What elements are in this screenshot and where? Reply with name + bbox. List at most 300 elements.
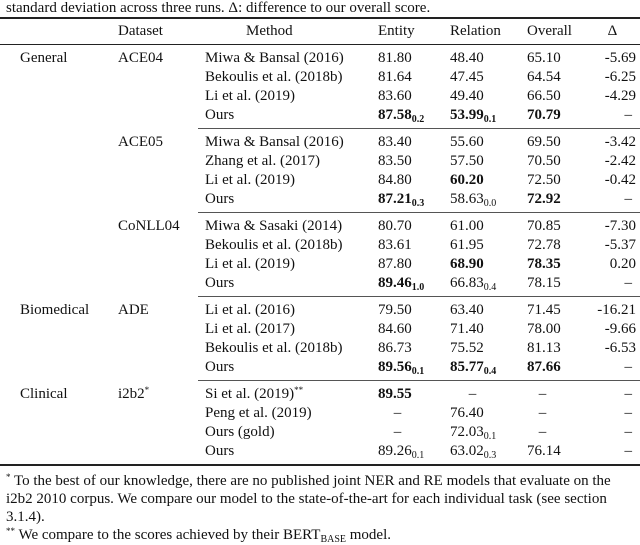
method-cell [198,129,370,153]
header-method: Method [246,23,293,39]
overall-cell [520,87,585,106]
relation-cell [445,423,520,442]
table-row [0,423,640,442]
delta-cell [585,381,640,405]
delta-cell [585,171,640,190]
entity-std: 0.2 [411,114,425,125]
relation-value: 63.02 [450,443,484,459]
relation-std: 0.0 [483,198,497,209]
overall-cell [520,190,585,213]
overall-cell [520,106,585,129]
method-label: Bekoulis et al. (2018b) [205,340,343,356]
category-cell [0,274,110,297]
method-cell [198,358,370,381]
entity-cell [370,442,445,465]
relation-cell [445,358,520,381]
delta-cell [585,68,640,87]
relation-value: 60.20 [450,172,484,188]
dataset-cell [110,45,198,69]
delta-value: -6.53 [604,340,636,356]
relation-value: 58.63 [450,191,484,207]
relation-value: 61.00 [450,218,484,234]
dataset-cell [110,190,198,213]
method-cell [198,274,370,297]
method-label: Bekoulis et al. (2018b) [205,69,343,85]
overall-value: – [538,386,547,402]
header-relation: Relation [450,23,501,39]
delta-value: -2.42 [604,153,636,169]
method-cell [198,404,370,423]
overall-value: 72.78 [527,237,561,253]
relation-value: 49.40 [450,88,484,104]
relation-std: 0.1 [483,431,497,442]
category-cell [0,45,110,69]
table-row [0,171,640,190]
delta-value: – [624,107,632,123]
delta-cell [585,404,640,423]
entity-value: 83.60 [378,88,412,104]
relation-value: 48.40 [450,50,484,66]
table-row [0,106,640,129]
overall-value: 65.10 [527,50,561,66]
category-cell [0,152,110,171]
dataset-cell [110,423,198,442]
method-cell [198,442,370,465]
relation-value: 61.95 [450,237,484,253]
method-cell [198,68,370,87]
dataset-cell [110,255,198,274]
dataset-cell [110,274,198,297]
method-cell [198,339,370,358]
header-overall: Overall [527,23,572,39]
category-cell [0,213,110,237]
entity-cell [370,171,445,190]
overall-value: – [538,405,547,421]
relation-std: 0.4 [483,366,497,377]
category-cell [0,404,110,423]
relation-cell [445,274,520,297]
category-cell [0,442,110,465]
delta-cell [585,339,640,358]
delta-cell [585,190,640,213]
method-cell [198,87,370,106]
entity-cell [370,274,445,297]
entity-cell [370,68,445,87]
category-cell [0,129,110,153]
method-label: Peng et al. (2019) [205,405,312,421]
overall-cell [520,129,585,153]
delta-value: -16.21 [597,302,636,318]
delta-cell [585,255,640,274]
overall-cell [520,339,585,358]
entity-value: – [393,424,402,440]
delta-cell [585,129,640,153]
table-row [0,236,640,255]
entity-value: 83.61 [378,237,412,253]
dataset-cell [110,297,198,321]
overall-cell [520,381,585,405]
entity-value: 87.21 [378,191,412,207]
delta-value: -5.69 [604,50,636,66]
delta-cell [585,45,640,69]
category-label: Clinical [20,385,68,402]
overall-value: 64.54 [527,69,561,85]
delta-value: -5.37 [604,237,636,253]
dataset-cell [110,152,198,171]
method-label: Miwa & Bansal (2016) [205,50,344,66]
relation-value: 72.03 [450,424,484,440]
entity-cell [370,320,445,339]
entity-value: 84.60 [378,321,412,337]
relation-cell [445,190,520,213]
relation-value: 47.45 [450,69,484,85]
category-cell [0,190,110,213]
delta-value: – [624,424,632,440]
relation-cell [445,45,520,69]
relation-value: 71.40 [450,321,484,337]
method-cell [198,106,370,129]
delta-cell [585,423,640,442]
delta-cell [585,152,640,171]
method-label: Ours [205,275,235,291]
relation-cell [445,213,520,237]
category-cell [0,423,110,442]
overall-value: 87.66 [527,359,561,375]
relation-cell [445,381,520,405]
dataset-cell [110,442,198,465]
entity-value: 79.50 [378,302,412,318]
category-cell [0,358,110,381]
method-cell [198,152,370,171]
entity-std: 0.1 [411,366,425,377]
entity-value: 87.58 [378,107,412,123]
entity-cell [370,404,445,423]
entity-value: 80.70 [378,218,412,234]
dataset-cell [110,404,198,423]
overall-value: 70.85 [527,218,561,234]
relation-cell [445,129,520,153]
delta-cell [585,297,640,321]
delta-cell [585,320,640,339]
entity-cell [370,236,445,255]
method-label: Si et al. (2019) [205,386,295,402]
relation-std: 0.4 [483,282,497,293]
footnote-1 [6,472,636,526]
relation-cell [445,320,520,339]
dataset-cell [110,339,198,358]
category-label: Biomedical [20,301,90,318]
category-cell [0,339,110,358]
relation-cell [445,236,520,255]
method-cell [198,213,370,237]
entity-value: 89.26 [378,443,412,459]
dataset-cell [110,213,198,237]
relation-value: 53.99 [450,107,484,123]
delta-value: – [624,443,632,459]
method-label: Li et al. (2017) [205,321,295,337]
dataset-cell [110,87,198,106]
method-cell [198,381,370,405]
method-label: Miwa & Bansal (2016) [205,134,344,150]
overall-cell [520,358,585,381]
caption-fragment: standard deviation across three runs. Δ: difference to our overall score. [6,0,431,16]
method-label: Ours [205,359,235,375]
footnote-2-text: We compare to the scores achieved by their BERT [18,527,321,543]
delta-value: -4.29 [604,88,636,104]
dataset-cell [110,358,198,381]
dataset-cell [110,236,198,255]
entity-value: 81.64 [378,69,412,85]
overall-value: 78.35 [527,256,561,272]
overall-value: 69.50 [527,134,561,150]
overall-value: 66.50 [527,88,561,104]
header-row [0,18,640,45]
entity-value: 89.55 [378,386,412,402]
method-label: Li et al. (2016) [205,302,295,318]
relation-cell [445,106,520,129]
overall-value: – [538,424,547,440]
entity-cell [370,152,445,171]
delta-cell [585,274,640,297]
table-row [0,404,640,423]
entity-cell [370,339,445,358]
delta-value: -7.30 [604,218,636,234]
dataset-cell [110,381,198,405]
relation-cell [445,442,520,465]
table-row [0,87,640,106]
footnote-1-mark: * [6,472,11,482]
category-cell [0,68,110,87]
method-label: Miwa & Sasaki (2014) [205,218,343,234]
footnote-1-text: To the best of our knowledge, there are no published joint NER and RE models that evaluate on the i2b2 2010 corpus. We compare our model to the state-of-the-art for each individual task (see section 3.1.4). [6,473,611,525]
table-row [0,297,640,321]
delta-cell [585,87,640,106]
footnote-2-text-end: model. [346,527,391,543]
table-row [0,381,640,405]
entity-cell [370,358,445,381]
table-row [0,274,640,297]
overall-cell [520,45,585,69]
relation-value: 66.83 [450,275,484,291]
delta-value: -9.66 [604,321,636,337]
overall-value: 78.15 [527,275,561,291]
method-label: Ours [205,191,235,207]
relation-cell [445,297,520,321]
entity-value: 83.40 [378,134,412,150]
table-row [0,358,640,381]
method-cell [198,423,370,442]
relation-value: 76.40 [450,405,484,421]
overall-cell [520,442,585,465]
overall-cell [520,236,585,255]
category-cell [0,255,110,274]
delta-value: – [624,191,632,207]
dataset-cell [110,106,198,129]
dataset-label: ACE05 [118,133,163,150]
table-row [0,320,640,339]
table-row [0,152,640,171]
overall-cell [520,152,585,171]
table-row [0,339,640,358]
delta-value: – [624,275,632,291]
delta-value: -6.25 [604,69,636,85]
overall-value: 72.50 [527,172,561,188]
overall-cell [520,255,585,274]
relation-value: 68.90 [450,256,484,272]
relation-cell [445,87,520,106]
entity-cell [370,129,445,153]
method-label: Li et al. (2019) [205,88,295,104]
method-cell [198,171,370,190]
delta-cell [585,236,640,255]
entity-std: 1.0 [411,282,425,293]
method-label: Li et al. (2019) [205,172,295,188]
table-row [0,213,640,237]
delta-value: 0.20 [609,256,636,272]
header-dataset: Dataset [118,23,163,39]
delta-value: – [624,405,632,421]
entity-value: 89.56 [378,359,412,375]
header-entity: Entity [378,23,415,39]
table-row [0,442,640,465]
dataset-label: ACE04 [118,50,163,66]
overall-cell [520,274,585,297]
method-label: Ours [205,443,235,459]
results-table [0,17,640,466]
delta-cell [585,213,640,237]
relation-std: 0.3 [483,450,497,461]
delta-value: -3.42 [604,134,636,150]
delta-cell [585,106,640,129]
relation-value: – [468,386,477,402]
overall-value: 76.14 [527,443,561,459]
category-cell [0,106,110,129]
category-cell [0,297,110,321]
relation-value: 55.60 [450,134,484,150]
entity-value: 83.50 [378,153,412,169]
dataset-cell [110,320,198,339]
entity-cell [370,190,445,213]
footnote-2-subscript: BASE [320,534,346,545]
overall-cell [520,171,585,190]
overall-cell [520,404,585,423]
overall-cell [520,68,585,87]
method-cell [198,45,370,69]
entity-cell [370,297,445,321]
table-row [0,129,640,153]
entity-cell [370,87,445,106]
entity-value: 87.80 [378,256,412,272]
category-cell [0,87,110,106]
entity-cell [370,213,445,237]
relation-std: 0.1 [483,114,497,125]
category-cell [0,236,110,255]
dataset-cell [110,68,198,87]
footnote-2-mark: ** [6,526,15,536]
footnote-2 [6,526,636,545]
header-delta: Δ [607,23,618,39]
entity-cell [370,45,445,69]
table-row [0,45,640,69]
entity-value: 81.80 [378,50,412,66]
dataset-label: ADE [118,301,149,318]
overall-value: 70.50 [527,153,561,169]
dataset-cell [110,129,198,153]
footnotes [0,472,636,545]
entity-cell [370,255,445,274]
entity-cell [370,423,445,442]
table-row [0,255,640,274]
relation-cell [445,152,520,171]
overall-cell [520,297,585,321]
method-label: Bekoulis et al. (2018b) [205,237,343,253]
overall-value: 71.45 [527,302,561,318]
relation-value: 63.40 [450,302,484,318]
entity-value: 86.73 [378,340,412,356]
overall-value: 78.00 [527,321,561,337]
header-category [0,18,110,45]
overall-cell [520,423,585,442]
entity-std: 0.1 [411,450,425,461]
delta-value: – [624,386,632,402]
method-label: Li et al. (2019) [205,256,295,272]
entity-value: 84.80 [378,172,412,188]
delta-value: – [624,359,632,375]
relation-cell [445,171,520,190]
method-cell [198,255,370,274]
dataset-footnote-mark: * [144,384,150,395]
entity-std: 0.3 [411,198,425,209]
relation-value: 75.52 [450,340,484,356]
method-cell [198,236,370,255]
method-cell [198,297,370,321]
relation-cell [445,404,520,423]
relation-value: 85.77 [450,359,484,375]
entity-value: 89.46 [378,275,412,291]
relation-cell [445,68,520,87]
relation-cell [445,339,520,358]
delta-value: -0.42 [604,172,636,188]
table-row [0,190,640,213]
table-row [0,68,640,87]
method-footnote-mark: ** [294,385,304,395]
entity-cell [370,381,445,405]
relation-value: 57.50 [450,153,484,169]
relation-cell [445,255,520,274]
entity-value: – [393,405,402,421]
category-label: General [20,50,68,66]
method-label: Zhang et al. (2017) [205,153,320,169]
overall-value: 72.92 [527,191,561,207]
dataset-label: i2b2 [118,385,145,402]
delta-cell [585,442,640,465]
category-cell [0,381,110,405]
category-cell [0,320,110,339]
dataset-cell [110,171,198,190]
overall-cell [520,213,585,237]
overall-cell [520,320,585,339]
category-cell [0,171,110,190]
method-cell [198,320,370,339]
method-label: Ours (gold) [205,424,275,440]
method-cell [198,190,370,213]
dataset-label: CoNLL04 [118,217,180,234]
entity-cell [370,106,445,129]
overall-value: 70.79 [527,107,561,123]
overall-value: 81.13 [527,340,561,356]
method-label: Ours [205,107,235,123]
delta-cell [585,358,640,381]
